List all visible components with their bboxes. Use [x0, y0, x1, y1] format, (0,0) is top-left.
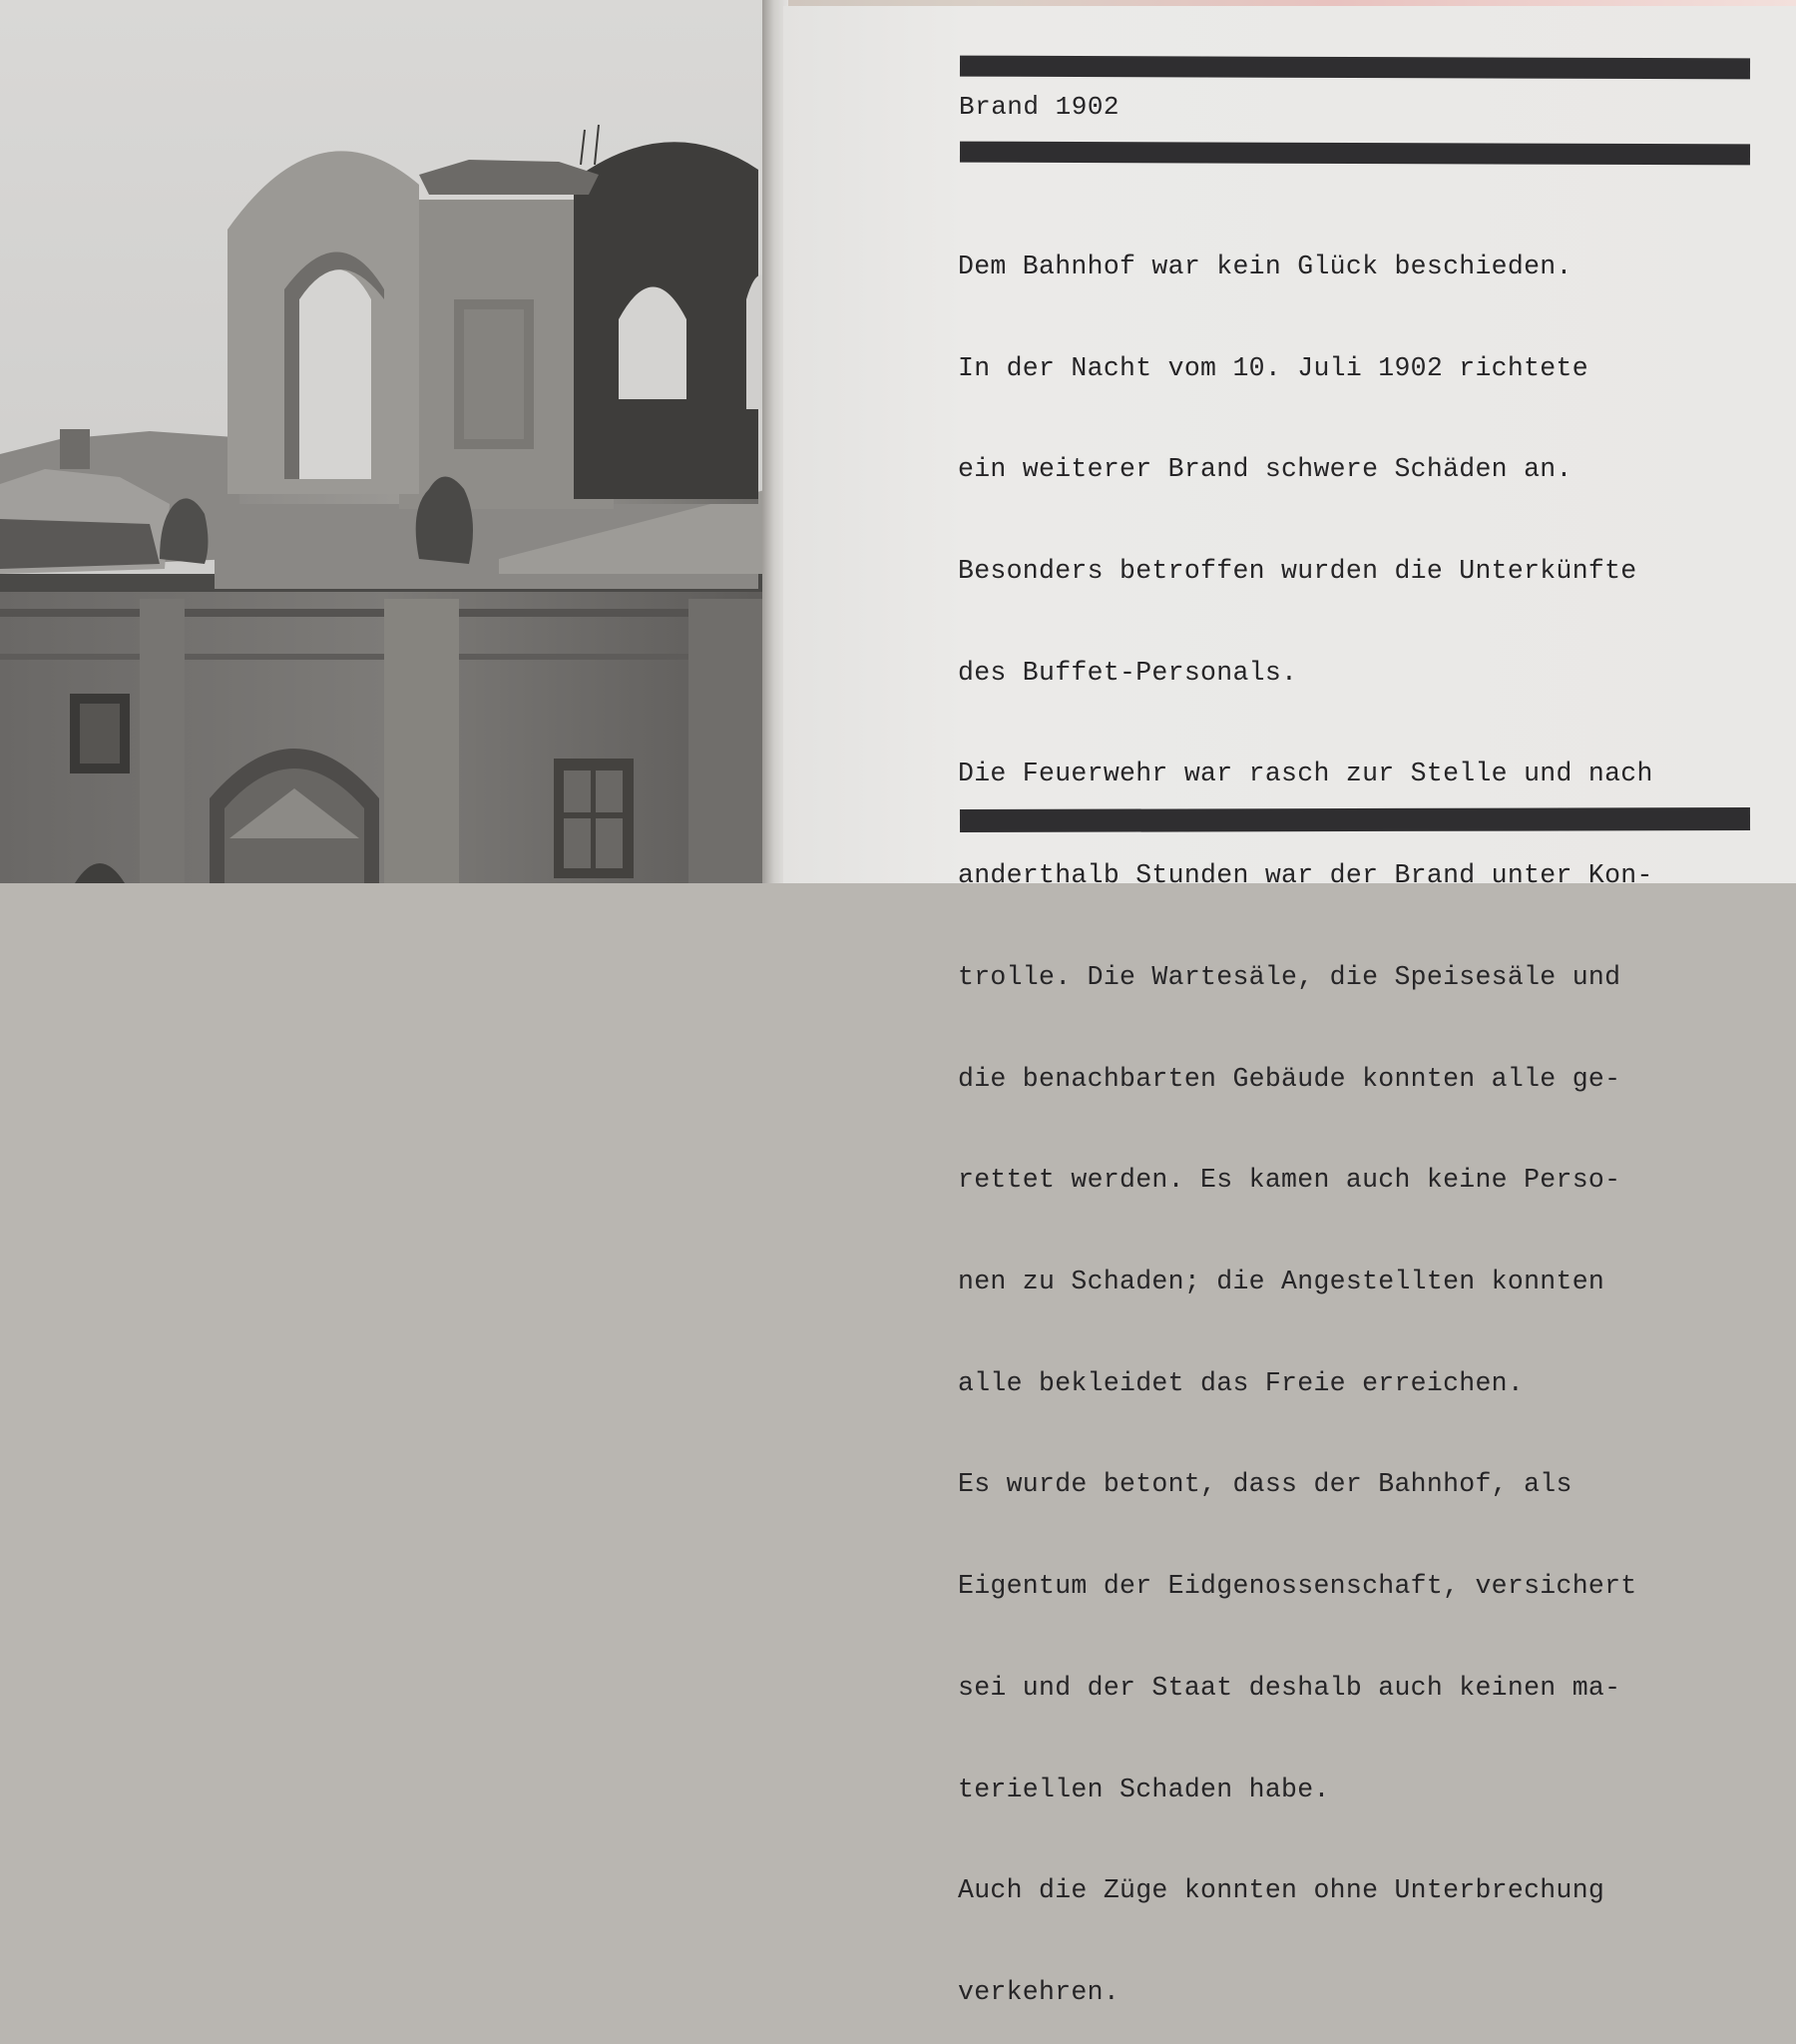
text-line: Auch die Züge konnten ohne Unterbrechung	[958, 1875, 1605, 1906]
text-line: Eigentum der Eidgenossenschaft, versichert	[958, 1571, 1637, 1602]
body-paragraph	[958, 183, 1796, 2044]
heading-rule	[960, 142, 1750, 166]
bottom-rule	[960, 807, 1750, 832]
fire-damaged-station-photo	[0, 0, 768, 883]
text-line: sei und der Staat deshalb auch keinen ma-	[958, 1672, 1621, 1703]
text-line: Die Feuerwehr war rasch zur Stelle und nach	[958, 759, 1653, 789]
text-line: die benachbarten Gebäude konnten alle ge-	[958, 1063, 1621, 1094]
text-line: Dem Bahnhof war kein Glück beschieden.	[958, 251, 1572, 281]
section-heading: Brand 1902	[959, 92, 1121, 122]
text-line: rettet werden. Es kamen auch keine Perso-	[958, 1165, 1621, 1196]
text-line: ein weiterer Brand schwere Schäden an.	[958, 454, 1572, 485]
text-line: verkehren.	[958, 1977, 1121, 2008]
text-line: des Buffet-Personals.	[958, 657, 1298, 688]
text-line: alle bekleidet das Freie erreichen.	[958, 1367, 1525, 1398]
text-line: nen zu Schaden; die Angestellten konnten	[958, 1267, 1605, 1296]
left-page	[0, 0, 773, 883]
text-line: teriellen Schaden habe.	[958, 1774, 1330, 1804]
text-line: anderthalb Stunden war der Brand unter Kon-	[958, 860, 1653, 891]
top-rule	[960, 56, 1750, 80]
text-line: Besonders betroffen wurden die Unterkünfte	[958, 555, 1637, 586]
text-line: trolle. Die Wartesäle, die Speisesäle und	[958, 961, 1621, 992]
text-line: In der Nacht vom 10. Juli 1902 richtete	[958, 352, 1588, 383]
text-line: Es wurde betont, dass der Bahnhof, als	[958, 1469, 1572, 1500]
